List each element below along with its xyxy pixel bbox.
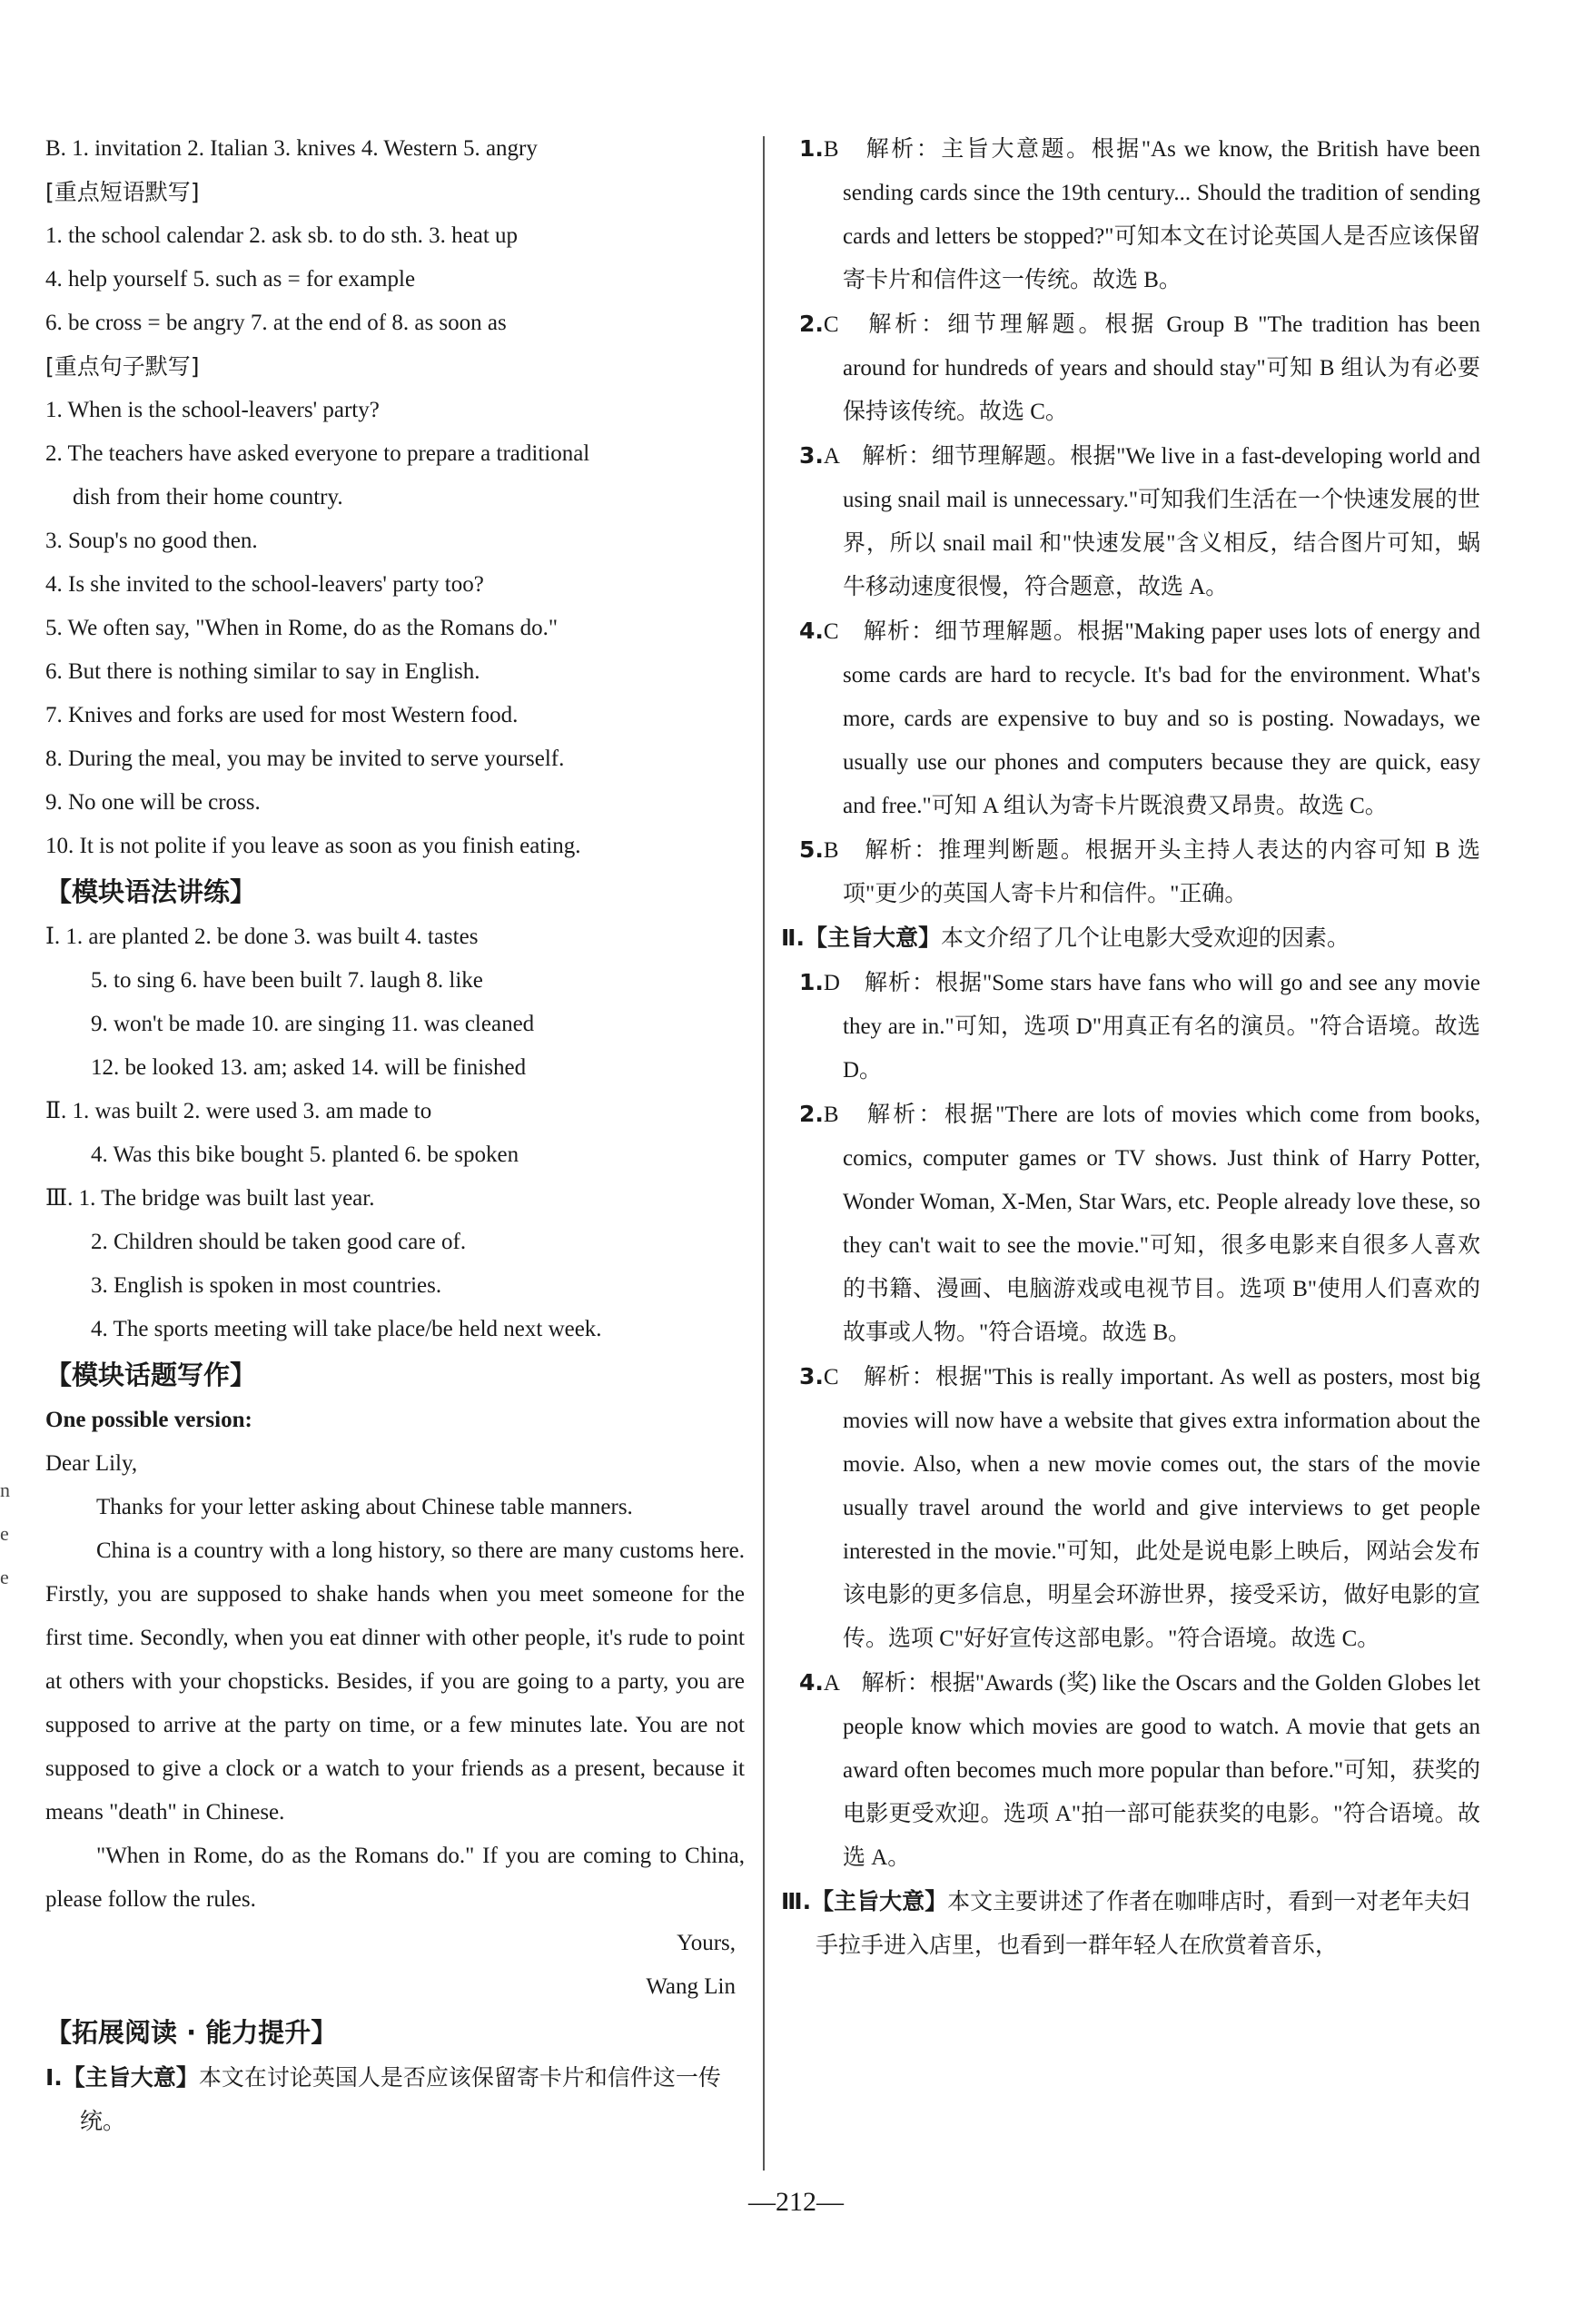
reading-intro [781,916,1480,961]
grammar-line: Ⅲ. 1. The bridge was built last year. [45,1186,375,1211]
answer-line: 6. be cross = be angry 7. at the end of 8. as soon as [45,311,507,335]
reading-answer [799,1661,1480,1880]
letter-closing: Yours, [677,1931,736,1955]
answer-line: 3. Soup's no good then. [45,529,258,553]
answer-line: 6. But there is nothing similar to say in English. [45,659,480,684]
answer-line: 8. During the meal, you may be invited to serve yourself. [45,747,565,771]
section-title-writing: 【模块话题写作】 [45,1360,257,1390]
answer-line: 10. It is not polite if you leave as soon as you finish eating. [45,834,581,858]
grammar-line: 4. Was this bike bought 5. planted 6. be spoken [91,1142,519,1167]
right-column [781,127,1480,1968]
answer-text: C 解析：根据"This is really important. As well as posters, most big movies will now have a website that gives extra information about the movie. Also, when a new movie comes out, the stars of the movie usually travel around the world and give interviews to get people interested in the movie."可知，此处是说电影上映后，网站会发布该电影的更多信息，明星会环游世界，接受采访，做好电影的宣传。选项 C"好好宣传这部电影。"符合语境。故选 C。 [823,1365,1480,1651]
answer-line: B. 1. invitation 2. Italian 3. knives 4. Western 5. angry [45,136,538,161]
letter-paragraph: China is a country with a long history, so there are many customs here. Firstly, you are supposed to shake hands when you meet someone for the first time. Secondly, when you eat dinner with other people, it's rude to point at others with your chopsticks. Besides, if you are going to a party, you are supposed to arrive at the party on time, or a few minutes late. You are not supposed to give a clock or a watch to your friends as a present, because it means "death" in Chinese. [45,1538,745,1825]
answer-line: 5. We often say, "When in Rome, do as the Romans do." [45,616,559,640]
answer-line: 2. The teachers have asked everyone to prepare a traditional [45,441,590,466]
answer-line: 9. No one will be cross. [45,790,261,815]
question-number: 3. [799,442,824,469]
answer-line: 4. Is she invited to the school-leavers' party too? [45,572,484,597]
answer-text: B 解析：推理判断题。根据开头主持人表达的内容可知 B 选项"更少的英国人寄卡片和信件。"正确。 [823,838,1480,906]
subsection-heading: [重点句子默写] [45,353,200,380]
answer-line: 1. When is the school-leavers' party? [45,398,380,422]
grammar-line: 5. to sing 6. have been built 7. laugh 8. like [91,968,483,993]
answer-line: 4. help yourself 5. such as = for example [45,267,416,292]
question-number: 1. [799,135,824,162]
letter-signature: Wang Lin [646,1974,736,1999]
answer-text: C 解析：细节理解题。根据 Group B "The tradition has been around for hundreds of years and should stay"可知 B 组认为有必要保持该传统。故选 C。 [823,312,1480,424]
reading-answer [799,609,1480,828]
question-number: 2. [799,1101,824,1127]
answer-text: B 解析：主旨大意题。根据"As we know, the British have been sending cards since the 19th century... Should the tradition of sending cards and letters be stopped?"可知本文在讨论英国人是否应该保留寄卡片和信件这一传统。故选 B。 [823,137,1480,292]
reading-answer [799,302,1480,434]
reading-answer [799,127,1480,302]
column-divider [763,136,765,2171]
reading-answer [799,961,1480,1093]
letter-greeting: Dear Lily, [45,1451,138,1476]
grammar-line: 3. English is spoken in most countries. [91,1273,442,1298]
intro-label: Ⅱ.【主旨大意】 [781,925,941,951]
grammar-line: Ⅰ. 1. are planted 2. be done 3. was built 4. tastes [45,925,479,949]
answer-text: A 解析：细节理解题。根据"We live in a fast-developing world and using snail mail is unnecessary."可知我们生活在一个快速发展的世界，所以 snail mail 和"快速发展"含义相反，结合图片可知，蜗牛移动速度很慢，符合题意，故选 A。 [823,444,1480,599]
grammar-line: 9. won't be made 10. are singing 11. was cleaned [91,1012,535,1036]
intro-text: 本文主要讲述了作者在咖啡店时，看到一对老年夫妇手拉手进入店里，也看到一群年轻人在欣赏着音乐， [816,1890,1470,1958]
grammar-line: 12. be looked 13. am; asked 14. will be finished [91,1055,527,1080]
question-number: 1. [799,969,824,995]
reading-answer [799,1093,1480,1355]
question-number: 4. [799,1669,824,1696]
question-number: 5. [799,836,824,863]
answer-text: B 解析：根据"There are lots of movies which come from books, comics, computer games or TV shows. Just think of Harry Potter, Wonder Woman, X-Men, Star Wars, etc. People already love these, so they can't wait to see the movie."可知，很多电影来自很多人喜欢的书籍、漫画、电脑游戏或电视节目。选项 B"使用人们喜欢的故事或人物。"符合语境。故选 B。 [823,1103,1480,1345]
reading-intro [781,1880,1480,1968]
letter-paragraph: "When in Rome, do as the Romans do." If you are coming to China, please follow the rules. [45,1844,745,1912]
reading-answer [799,434,1480,609]
reading-answer [799,828,1480,916]
answer-text: C 解析：细节理解题。根据"Making paper uses lots of energy and some cards are hard to recycle. It's bad for the environment. What's more, cards are expensive to buy and so is posting. Nowadays, we usually use our phones and computers because they are quick, easy and free."可知 A 组认为寄卡片既浪费又昂贵。故选 C。 [823,619,1480,818]
answer-line: 1. the school calendar 2. ask sb. to do sth. 3. heat up [45,223,519,248]
letter-paragraph: Thanks for your letter asking about Chinese table manners. [96,1495,633,1519]
intro-text: 本文介绍了几个让电影大受欢迎的因素。 [940,926,1350,951]
edge-mark: n [0,1478,10,1501]
reading-intro [45,2056,745,2144]
question-number: 3. [799,1363,824,1389]
question-number: 4. [799,618,824,644]
answer-text: A 解析：根据"Awards (奖) like the Oscars and the Golden Globes let people know which movies are good to watch. A movie that gets an award often becomes much more popular than before."可知，获奖的电影更受欢迎。选项 A"拍一部可能获奖的电影。"符合语境。故选 A。 [823,1671,1480,1870]
section-title-reading: 【拓展阅读 · 能力提升】 [45,2017,338,2048]
grammar-line: Ⅱ. 1. was built 2. were used 3. am made to [45,1099,432,1123]
section-title-grammar: 【模块语法讲练】 [45,876,257,907]
intro-text: 本文在讨论英国人是否应该保留寄卡片和信件这一传统。 [80,2066,721,2134]
edge-mark: e [0,1566,9,1588]
reading-answer [799,1355,1480,1661]
answer-line: 7. Knives and forks are used for most Western food. [45,703,519,727]
intro-label: Ⅲ.【主旨大意】 [781,1888,948,1914]
question-number: 2. [799,311,824,337]
writing-version-label: One possible version: [45,1408,252,1432]
edge-mark: e [0,1522,9,1545]
page-number: —212— [748,2187,844,2217]
answer-line: dish from their home country. [73,485,343,509]
subsection-heading: [重点短语默写] [45,179,200,205]
grammar-line: 2. Children should be taken good care of. [91,1230,467,1254]
answer-text: D 解析：根据"Some stars have fans who will go and see any movie they are in."可知，选项 D"用真正有名的演员。"符合语境。故选 D。 [823,971,1480,1083]
intro-label: Ⅰ.【主旨大意】 [45,2064,199,2091]
left-column [45,127,745,2144]
grammar-line: 4. The sports meeting will take place/be held next week. [91,1317,602,1341]
